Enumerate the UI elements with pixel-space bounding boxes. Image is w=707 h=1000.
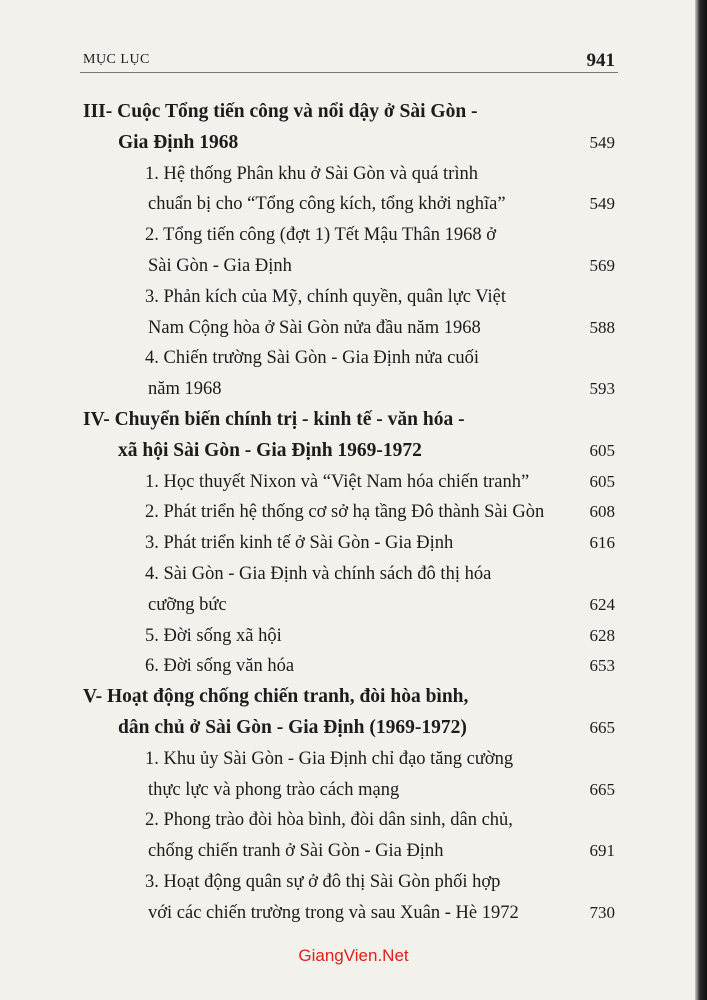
toc-subsection-line bbox=[0, 836, 707, 866]
toc-entry-text: cưỡng bức bbox=[148, 594, 227, 615]
toc-entry-text: với các chiến trường trong và sau Xuân - Hè 1972 bbox=[148, 902, 519, 923]
toc-entry-text: 1. Hệ thống Phân khu ở Sài Gòn và quá trình bbox=[145, 163, 478, 184]
toc-entry-text: 3. Hoạt động quân sự ở đô thị Sài Gòn phối hợp bbox=[145, 872, 501, 892]
toc-page-number: 665 bbox=[589, 718, 615, 737]
toc-subsection-line bbox=[0, 867, 707, 897]
toc-page-number: 691 bbox=[589, 841, 615, 861]
toc-subsection-line bbox=[0, 343, 707, 373]
watermark: GiangVien.Net bbox=[298, 946, 409, 965]
toc-page-number: 588 bbox=[589, 317, 615, 337]
toc-section-line bbox=[0, 128, 707, 158]
toc-section-line bbox=[0, 682, 707, 712]
toc-entry-text: III- Cuộc Tổng tiến công và nổi dậy ở Sài Gòn - bbox=[83, 101, 478, 122]
running-header-title: MỤC LỤC bbox=[83, 52, 150, 67]
toc-entry-text: 1. Khu ủy Sài Gòn - Gia Định chỉ đạo tăng cường bbox=[145, 748, 514, 769]
toc-entry-text: 3. Phát triển kinh tế ở Sài Gòn - Gia Định bbox=[145, 533, 454, 554]
toc-page-number: 653 bbox=[589, 656, 615, 676]
toc-page-number: 569 bbox=[589, 256, 615, 275]
toc-entry-text: năm 1968 bbox=[148, 379, 222, 400]
header-rule bbox=[80, 72, 618, 73]
toc-subsection-line bbox=[0, 251, 707, 281]
toc-page-number: 549 bbox=[589, 132, 615, 152]
toc-subsection-line bbox=[0, 805, 707, 835]
toc-entry-text: Gia Định 1968 bbox=[118, 131, 239, 153]
toc-entry-text: 2. Phong trào đòi hòa bình, đòi dân sinh, dân chủ, bbox=[145, 810, 513, 831]
toc-entry-text: Sài Gòn - Gia Định bbox=[148, 256, 292, 276]
toc-entry-text: 3. Phản kích của Mỹ, chính quyền, quân lực Việt bbox=[145, 286, 507, 307]
toc-page-number: 593 bbox=[589, 379, 615, 399]
toc-subsection-line bbox=[0, 651, 707, 681]
toc-page-number: 605 bbox=[589, 471, 615, 491]
toc-page-number: 730 bbox=[589, 902, 615, 922]
toc-subsection-line bbox=[0, 898, 707, 928]
page-number: 941 bbox=[586, 50, 615, 71]
toc-page-number: 549 bbox=[589, 194, 615, 214]
toc-section-line bbox=[0, 713, 707, 743]
toc-subsection-line bbox=[0, 282, 707, 312]
toc-entry-text: chống chiến tranh ở Sài Gòn - Gia Định bbox=[148, 841, 444, 862]
toc-section-line bbox=[0, 436, 707, 466]
toc-page-number: 605 bbox=[589, 440, 615, 460]
toc-subsection-line bbox=[0, 159, 707, 189]
toc-subsection-line bbox=[0, 467, 707, 497]
toc-page-number: 616 bbox=[589, 533, 615, 553]
toc-entry-text: 4. Chiến trường Sài Gòn - Gia Định nửa cuối bbox=[145, 348, 480, 369]
toc-subsection-line bbox=[0, 744, 707, 774]
toc-entry-text: xã hội Sài Gòn - Gia Định 1969-1972 bbox=[118, 439, 422, 461]
toc-entry-text: 4. Sài Gòn - Gia Định và chính sách đô thị hóa bbox=[145, 564, 492, 584]
toc-page-number: 608 bbox=[589, 502, 615, 522]
toc-page-number: 665 bbox=[589, 779, 615, 799]
toc-entry-text: Nam Cộng hòa ở Sài Gòn nửa đầu năm 1968 bbox=[148, 317, 481, 338]
toc-entry-text: thực lực và phong trào cách mạng bbox=[148, 779, 400, 800]
toc-subsection-line bbox=[0, 189, 707, 219]
toc-subsection-line bbox=[0, 590, 707, 620]
toc-subsection-line bbox=[0, 621, 707, 651]
toc-subsection-line bbox=[0, 528, 707, 558]
toc-entry-text: chuẩn bị cho “Tổng công kích, tổng khởi nghĩa” bbox=[148, 194, 506, 215]
toc-entry-text: dân chủ ở Sài Gòn - Gia Định (1969-1972) bbox=[118, 717, 467, 738]
toc-subsection-line bbox=[0, 220, 707, 250]
toc-subsection-line bbox=[0, 559, 707, 589]
toc-subsection-line bbox=[0, 374, 707, 404]
toc-entry-text: V- Hoạt động chống chiến tranh, đòi hòa bình, bbox=[83, 686, 469, 708]
toc-page-number: 628 bbox=[589, 625, 615, 645]
toc-section-line bbox=[0, 405, 707, 435]
toc-subsection-line bbox=[0, 497, 707, 527]
toc-subsection-line bbox=[0, 313, 707, 343]
toc-entry-text: 1. Học thuyết Nixon và “Việt Nam hóa chiến tranh” bbox=[145, 471, 530, 492]
toc-entry-text: 2. Phát triển hệ thống cơ sở hạ tầng Đô thành Sài Gòn bbox=[145, 502, 545, 523]
toc-entry-text: 5. Đời sống xã hội bbox=[145, 625, 282, 646]
toc-section-line bbox=[0, 97, 707, 127]
toc-page-number: 624 bbox=[589, 594, 615, 614]
toc-entry-text: 2. Tổng tiến công (đợt 1) Tết Mậu Thân 1968 ở bbox=[145, 225, 496, 246]
toc-entry-text: 6. Đời sống văn hóa bbox=[145, 656, 295, 677]
toc-subsection-line bbox=[0, 775, 707, 805]
toc-entry-text: IV- Chuyển biến chính trị - kinh tế - văn hóa - bbox=[83, 409, 465, 430]
